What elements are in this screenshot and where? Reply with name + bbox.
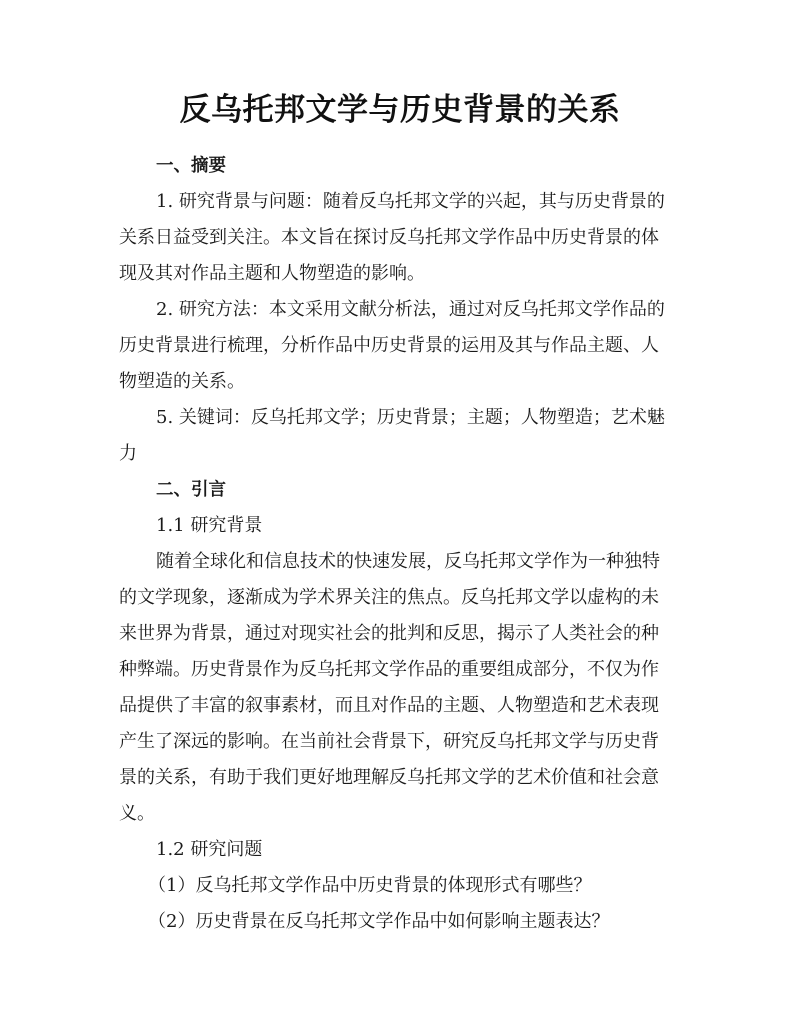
section-1-1-line-3: 来世界为背景，通过对现实社会的批判和反思，揭示了人类社会的种 xyxy=(119,623,659,644)
section-1-1-line-4: 种弊端。历史背景作为反乌托邦文学作品的重要组成部分，不仅为作 xyxy=(119,659,659,680)
section-1-1-line-6: 产生了深远的影响。在当前社会背景下，研究反乌托邦文学与历史背 xyxy=(119,731,659,752)
section-1-1-line-1: 随着全球化和信息技术的快速发展，反乌托邦文学作为一种独特 xyxy=(156,551,660,572)
abstract-item-2-line-2: 历史背景进行梳理，分析作品中历史背景的运用及其与作品主题、人 xyxy=(119,335,659,356)
section-1-1-line-2: 的文学现象，逐渐成为学术界关注的焦点。反乌托邦文学以虚构的未 xyxy=(119,587,659,608)
abstract-item-2-line-3: 物塑造的关系。 xyxy=(119,371,245,392)
section-1-2-heading: 1.2 研究问题 xyxy=(156,839,263,860)
abstract-keywords-line-1: 5. 关键词：反乌托邦文学；历史背景；主题；人物塑造；艺术魅 xyxy=(156,407,665,428)
abstract-item-2-line-1: 2. 研究方法：本文采用文献分析法，通过对反乌托邦文学作品的 xyxy=(156,299,665,320)
abstract-item-1-line-1: 1. 研究背景与问题：随着反乌托邦文学的兴起，其与历史背景的 xyxy=(156,191,665,212)
section-1-1-line-8: 义。 xyxy=(119,803,155,824)
abstract-item-1-line-3: 现及其对作品主题和人物塑造的影响。 xyxy=(119,263,425,284)
abstract-heading: 一、摘要 xyxy=(156,156,226,176)
research-question-1: （1）反乌托邦文学作品中历史背景的体现形式有哪些？ xyxy=(148,875,592,896)
section-1-1-line-7: 景的关系，有助于我们更好地理解反乌托邦文学的艺术价值和社会意 xyxy=(119,767,659,788)
introduction-heading: 二、引言 xyxy=(156,480,226,500)
section-1-1-line-5: 品提供了丰富的叙事素材，而且对作品的主题、人物塑造和艺术表现 xyxy=(119,695,659,716)
abstract-item-1-line-2: 关系日益受到关注。本文旨在探讨反乌托邦文学作品中历史背景的体 xyxy=(119,227,659,248)
research-question-2: （2）历史背景在反乌托邦文学作品中如何影响主题表达？ xyxy=(148,911,610,932)
abstract-keywords-line-2: 力 xyxy=(119,443,137,464)
document-title: 反乌托邦文学与历史背景的关系 xyxy=(179,92,621,128)
section-1-1-heading: 1.1 研究背景 xyxy=(156,515,263,536)
